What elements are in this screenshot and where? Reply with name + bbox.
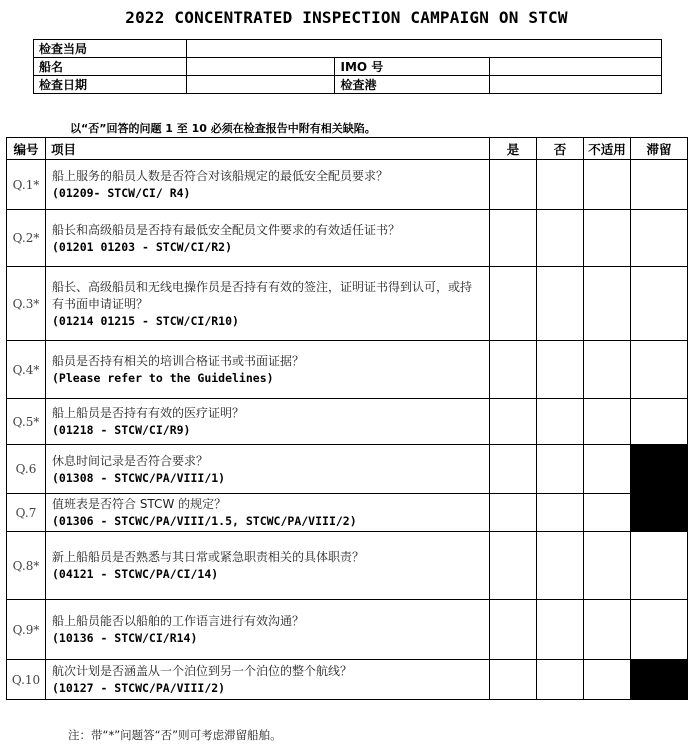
question-text: 值班表是否符合 STCW 的规定？ [52, 497, 227, 511]
table-row [7, 494, 688, 532]
table-row [7, 267, 688, 341]
header-yes: 是 [490, 138, 537, 160]
header-row [7, 138, 688, 160]
question-text: 船上船员能否以船舶的工作语言进行有效沟通？ [52, 614, 305, 628]
instruction-text: 以“否”回答的问题 1 至 10 必须在检查报告中附有相关缺陷。 [70, 122, 376, 135]
header-detention: 滞留 [631, 138, 688, 160]
table-row [7, 399, 688, 445]
question-ref: (Please refer to the Guidelines) [52, 371, 274, 385]
question-cell [46, 399, 490, 445]
question-text: 船员是否持有相关的培训合格证书或书面证据？ [52, 354, 305, 368]
question-text: 新上船船员是否熟悉与其日常或紧急职责相关的具体职责？ [52, 550, 365, 564]
questionnaire-table [6, 137, 688, 700]
port-label: 检查港 [335, 76, 490, 94]
no-cell[interactable] [537, 660, 584, 700]
ship-name-field[interactable] [186, 58, 335, 76]
na-cell[interactable] [584, 341, 631, 399]
na-cell[interactable] [584, 160, 631, 210]
question-cell [46, 341, 490, 399]
question-text: 船上服务的船员人数是否符合对该船规定的最低安全配员要求？ [52, 169, 389, 183]
na-cell[interactable] [584, 399, 631, 445]
yes-cell[interactable] [490, 600, 537, 660]
question-text: 船上船员是否持有有效的医疗证明？ [52, 406, 245, 420]
no-cell[interactable] [537, 210, 584, 267]
no-cell[interactable] [537, 341, 584, 399]
yes-cell[interactable] [490, 532, 537, 600]
yes-cell[interactable] [490, 445, 537, 494]
question-ref: (10127 - STCWC/PA/VIII/2) [52, 681, 226, 695]
date-label: 检查日期 [34, 76, 187, 94]
inspection-info-table [33, 39, 662, 94]
yes-cell[interactable] [490, 660, 537, 700]
na-cell[interactable] [584, 494, 631, 532]
detention-cell[interactable] [631, 600, 688, 660]
question-ref: (01308 - STCWC/PA/VIII/1) [52, 470, 226, 485]
question-ref: (04121 - STCWC/PA/CI/14) [52, 567, 219, 581]
authority-label: 检查当局 [34, 40, 187, 58]
question-number: Q.1* [7, 160, 46, 210]
question-cell [46, 210, 490, 267]
question-number: Q.10 [7, 660, 46, 700]
header-na: 不适用 [584, 138, 631, 160]
detention-cell[interactable] [631, 532, 688, 600]
imo-field[interactable] [490, 58, 662, 76]
question-number: Q.2* [7, 210, 46, 267]
na-cell[interactable] [584, 600, 631, 660]
yes-cell[interactable] [490, 494, 537, 532]
question-cell [46, 267, 490, 341]
table-row [7, 532, 688, 600]
question-number: Q.9* [7, 600, 46, 660]
table-row [7, 600, 688, 660]
question-cell [46, 660, 490, 700]
no-cell[interactable] [537, 267, 584, 341]
detention-cell-blocked [631, 494, 688, 532]
question-number: Q.7 [7, 494, 46, 532]
detention-cell[interactable] [631, 267, 688, 341]
detention-cell-blocked [631, 445, 688, 494]
question-ref: (01306 - STCWC/PA/VIII/1.5, STCWC/PA/VIII/2) [52, 514, 357, 528]
detention-cell[interactable] [631, 399, 688, 445]
detention-cell[interactable] [631, 160, 688, 210]
question-number: Q.8* [7, 532, 46, 600]
na-cell[interactable] [584, 532, 631, 600]
question-text: 休息时间记录是否符合要求？ [52, 453, 209, 468]
table-row [7, 341, 688, 399]
na-cell[interactable] [584, 267, 631, 341]
na-cell[interactable] [584, 660, 631, 700]
header-item: 项目 [46, 138, 490, 160]
question-ref: (01214 01215 - STCW/CI/R10) [52, 313, 239, 328]
table-row [7, 445, 688, 494]
question-cell [46, 532, 490, 600]
question-number: Q.6 [7, 445, 46, 494]
yes-cell[interactable] [490, 210, 537, 267]
table-row [7, 160, 688, 210]
no-cell[interactable] [537, 160, 584, 210]
question-number: Q.5* [7, 399, 46, 445]
question-cell [46, 600, 490, 660]
table-row [7, 210, 688, 267]
document-title: 2022 CONCENTRATED INSPECTION CAMPAIGN ON STCW [125, 8, 568, 27]
question-ref: (01218 - STCW/CI/R9) [52, 423, 191, 437]
footnote: 注：带“*”问题答“否”则可考虑滞留船舶。 [68, 728, 282, 742]
question-ref: (10136 - STCW/CI/R14) [52, 631, 198, 645]
detention-cell[interactable] [631, 210, 688, 267]
detention-cell[interactable] [631, 341, 688, 399]
question-cell [46, 445, 490, 494]
question-text: 船长和高级船员是否持有最低安全配员文件要求的有效适任证书？ [52, 222, 401, 237]
yes-cell[interactable] [490, 160, 537, 210]
authority-field[interactable] [186, 40, 661, 58]
question-text: 船长、高级船员和无线电操作员是否持有有效的签注，证明证书得到认可，或持有书面申请证明？ [52, 279, 473, 311]
no-cell[interactable] [537, 399, 584, 445]
question-cell [46, 494, 490, 532]
table-row [7, 660, 688, 700]
question-ref: (01201 01203 - STCW/CI/R2) [52, 239, 233, 254]
yes-cell[interactable] [490, 341, 537, 399]
date-field[interactable] [186, 76, 335, 94]
na-cell[interactable] [584, 210, 631, 267]
question-ref: (01209- STCW/CI/ R4) [52, 186, 191, 200]
na-cell[interactable] [584, 445, 631, 494]
no-cell[interactable] [537, 532, 584, 600]
ship-name-label: 船名 [34, 58, 187, 76]
question-text: 航次计划是否涵盖从一个泊位到另一个泊位的整个航线？ [52, 664, 353, 678]
yes-cell[interactable] [490, 399, 537, 445]
header-no: 编号 [7, 138, 46, 160]
question-number: Q.4* [7, 341, 46, 399]
header-no-answer: 否 [537, 138, 584, 160]
no-cell[interactable] [537, 600, 584, 660]
no-cell[interactable] [537, 445, 584, 494]
question-cell [46, 160, 490, 210]
yes-cell[interactable] [490, 267, 537, 341]
no-cell[interactable] [537, 494, 584, 532]
port-field[interactable] [490, 76, 662, 94]
question-number: Q.3* [7, 267, 46, 341]
detention-cell-blocked [631, 660, 688, 700]
imo-label: IMO 号 [335, 58, 490, 76]
